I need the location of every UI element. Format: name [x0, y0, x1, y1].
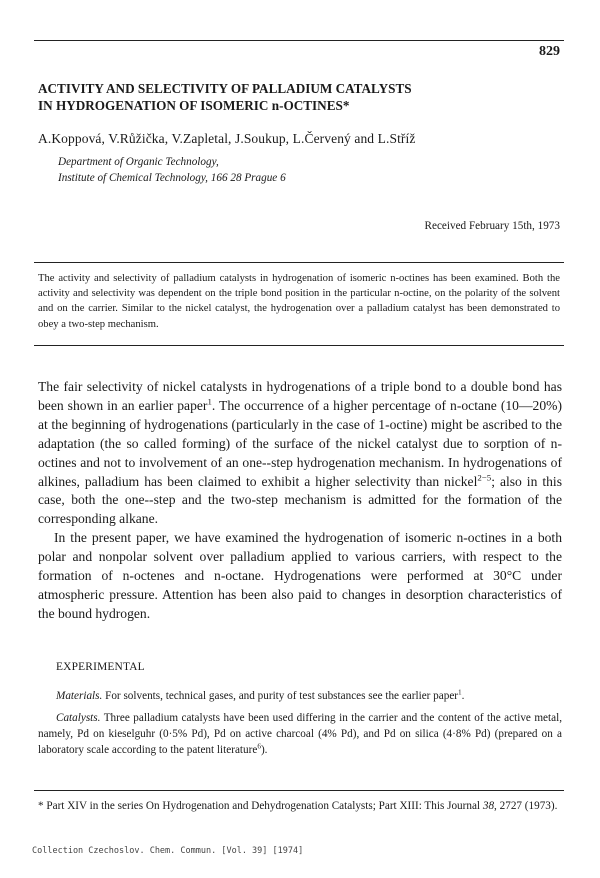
running-footer: Collection Czechoslov. Chem. Commun. [Vol. 39] [1974]	[32, 846, 304, 856]
top-rule	[34, 40, 564, 41]
affiliation-line-1: Department of Organic Technology,	[58, 156, 219, 168]
section-heading: EXPERIMENTAL	[56, 661, 145, 673]
catalysts-paragraph	[38, 710, 562, 758]
experimental-text	[38, 688, 562, 758]
para1-text-a: The fair selectivity of nickel catalysts in hydrogenations of a triple bond to a double bond has been shown in an earlier paper	[38, 379, 562, 413]
catalysts-text: Three palladium catalysts have been used differing in the carrier and the content of the active metal, namely, Pd on kieselguhr (0·5% Pd), Pd on active charcoal (4% Pd), and Pd on silica (4·8% Pd) (prepared on a laboratory scale according to the patent literature	[38, 712, 562, 756]
footnote-volume: 38	[482, 800, 495, 812]
abstract: The activity and selectivity of palladium catalysts in hydrogenation of isomeric n-octines has been examined. Both the activity and selectivity was dependent on the triple bond position in the particular n-octine, on the polarity of the solvent and on the carrier. Similar to the nickel catalyst, the hydrogenation over a palladium catalyst has been demonstrated to obey a two-step mechanism.	[38, 273, 560, 330]
materials-paragraph	[38, 688, 562, 704]
materials-end: .	[461, 690, 465, 702]
para1-text-b: . The occurrence of a higher percentage of n-octane (10—20%) at the beginning of hydrogenations (particularly in the case of 1-octine) might be ascribed to the adaptation (the so called forming) of the surface of the nickel catalyst due to sorption of n-octines and not to involvement of an one--step hydrogenation mechanism. In hydrogenations of alkines, palladium has been claimed to exhibit a higher selectivity than nickel	[38, 397, 562, 489]
footnote-text-a: * Part XIV in the series On Hydrogenation and Dehydrogenation Catalysts; Part XIII: This Journal	[38, 800, 483, 812]
affiliation	[58, 154, 286, 186]
title-line-2: IN HYDROGENATION OF ISOMERIC n-OCTINES*	[38, 98, 350, 113]
reference-2-5: 2−5	[477, 472, 492, 482]
received-date: Received February 15th, 1973	[424, 220, 560, 232]
footnote-rule	[34, 790, 564, 791]
abstract-bottom-rule	[34, 345, 564, 346]
catalysts-label: Catalysts.	[56, 712, 101, 724]
paragraph-1	[38, 378, 562, 529]
page-number: 829	[539, 44, 560, 59]
abstract-top-rule	[34, 262, 564, 263]
catalysts-end: ).	[260, 744, 268, 756]
title-line-1: ACTIVITY AND SELECTIVITY OF PALLADIUM CATALYSTS	[38, 81, 412, 96]
footnote-text-b: , 2727 (1973).	[494, 800, 558, 812]
catalysts-reference: 6	[257, 742, 261, 751]
affiliation-line-2: Institute of Chemical Technology, 166 28 Prague 6	[58, 172, 286, 184]
paragraph-2: In the present paper, we have examined the hydrogenation of isomeric n-octines in a both polar and nonpolar solvent over palladium applied to various carriers, with respect to the formation of n-octenes and n-octane. Hydrogenations were performed at 30°C under atmospheric pressure. Attention has been also paid to changes in desorption characteristics of the bound hydrogen.	[38, 530, 562, 621]
authors: A.Koppová, V.Růžička, V.Zapletal, J.Soukup, L.Červený and L.Stříž	[38, 131, 416, 146]
para1-text-c: ; also in this case, both the one--step and the two-step mechanism is admitted for the formation of the corresponding alkane.	[38, 473, 562, 527]
footnote	[38, 798, 562, 814]
materials-label: Materials.	[56, 690, 103, 702]
article-title	[38, 80, 568, 114]
reference-1: 1	[207, 396, 212, 407]
materials-text: For solvents, technical gases, and purity of test substances see the earlier paper	[102, 690, 459, 702]
body-text	[38, 378, 562, 624]
materials-reference: 1	[458, 688, 462, 697]
